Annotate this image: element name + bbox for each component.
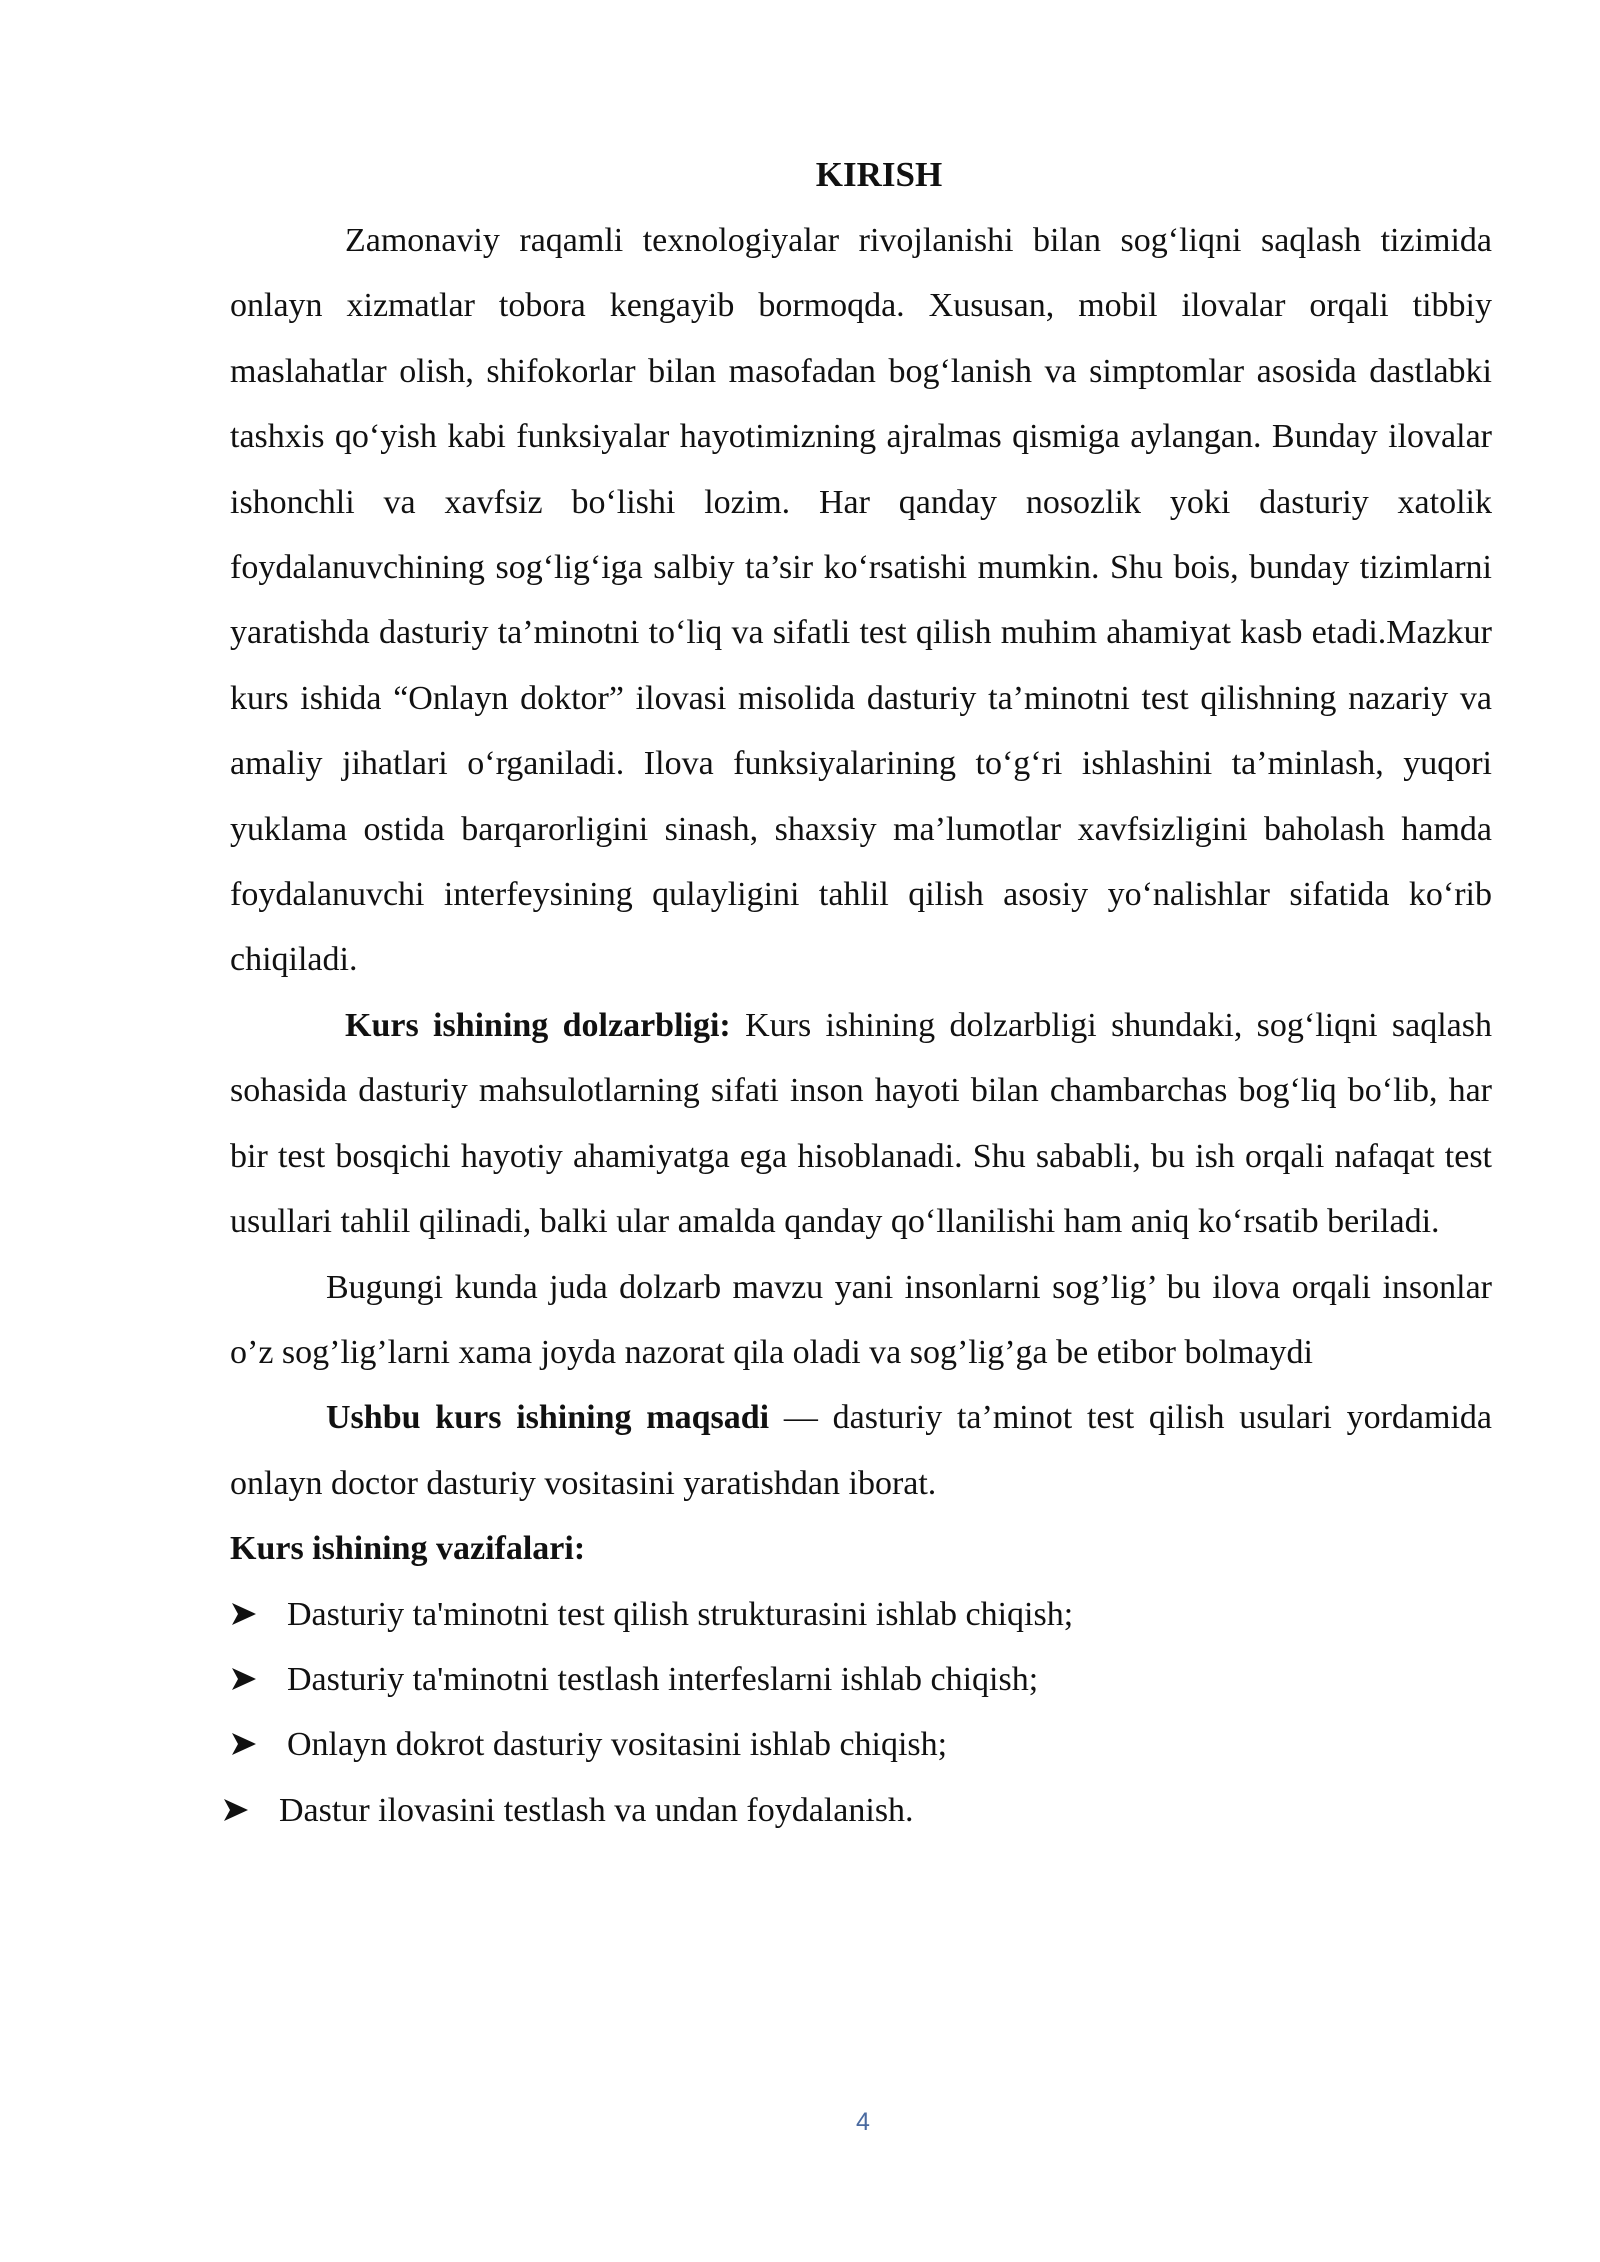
goal-label: Ushbu kurs ishining maqsadi: [326, 1399, 770, 1437]
relevance-paragraph: [230, 993, 1492, 1255]
list-item: [222, 1778, 1484, 1843]
list-item: [230, 1582, 1492, 1647]
page-number: 4: [856, 2108, 870, 2136]
intro-paragraph: Zamonaviy raqamli texnologiyalar rivojlanishi bilan sog‘liqni saqlash tizimida onlayn xizmatlar tobora kengayib bormoqda. Xususan, mobil ilovalar orqali tibbiy maslahatlar olish, shifokorlar bilan masofadan bog‘lanish va simptomlar asosida dastlabki tashxis qo‘yish kabi funksiyalar hayotimizning ajralmas qismiga aylangan. Bunday ilovalar ishonchli va xavfsiz bo‘lishi lozim. Har qanday nosozlik yoki dasturiy xatolik foydalanuvchining sog‘lig‘iga salbiy ta’sir ko‘rsatishi mumkin. Shu bois, bunday tizimlarni yaratishda dasturiy ta’minotni to‘liq va sifatli test qilish muhim ahamiyat kasb etadi.Mazkur kurs ishida “Onlayn doktor” ilovasi misolida dasturiy ta’minotni test qilishning nazariy va amaliy jihatlari o‘rganiladi. Ilova funksiyalarining to‘g‘ri ishlashini ta’minlash, yuqori yuklama ostida barqarorligini sinash, shaxsiy ma’lumotlar xavfsizligini baholash hamda foydalanuvchi interfeysining qulayligini tahlil qilish asosiy yo‘nalishlar sifatida ko‘rib chiqiladi.: [230, 222, 1492, 979]
task-text: Dasturiy ta'minotni testlash interfeslarni ishlab chiqish;: [287, 1660, 1039, 1698]
list-item: [230, 1712, 1492, 1777]
tasks-list: [230, 1582, 1492, 1844]
task-text: Dastur ilovasini testlash va undan foydalanish.: [279, 1791, 914, 1829]
goal-text: — dasturiy ta’minot test qilish usulari yordamida onlayn doctor dasturiy vositasini yaratishdan iborat.: [230, 1399, 1492, 1502]
document-page: [230, 145, 1492, 1843]
page-title: KIRISH: [815, 155, 943, 194]
arrow-bullet-icon: [230, 1731, 258, 1757]
list-item: [230, 1647, 1492, 1712]
task-text: Onlayn dokrot dasturiy vositasini ishlab chiqish;: [287, 1726, 948, 1764]
relevance-text: Kurs ishining dolzarbligi shundaki, sog‘liqni saqlash sohasida dasturiy mahsulotlarning sifati inson hayoti bilan chambarchas bog‘liq bo‘lib, har bir test bosqichi hayotiy ahamiyatga ega hisoblanadi. Shu sababli, bu ish orqali nafaqat test usullari tahlil qilinadi, balki ular amalda qanday qo‘llanilishi ham aniq ko‘rsatib beriladi.: [230, 1006, 1492, 1241]
arrow-bullet-icon: [222, 1797, 250, 1823]
arrow-bullet-icon: [230, 1601, 258, 1627]
goal-paragraph: [230, 1385, 1492, 1516]
tasks-heading: Kurs ishining vazifalari:: [230, 1530, 586, 1568]
today-paragraph: Bugungi kunda juda dolzarb mavzu yani insonlarni sog’lig’ bu ilova orqali insonlar o’z sog’lig’larni xama joyda nazorat qila oladi va sog’lig’ga be etibor bolmaydi: [230, 1268, 1492, 1371]
relevance-label: Kurs ishining dolzarbligi:: [345, 1006, 731, 1044]
task-text: Dasturiy ta'minotni test qilish strukturasini ishlab chiqish;: [287, 1595, 1074, 1633]
arrow-bullet-icon: [230, 1666, 258, 1692]
